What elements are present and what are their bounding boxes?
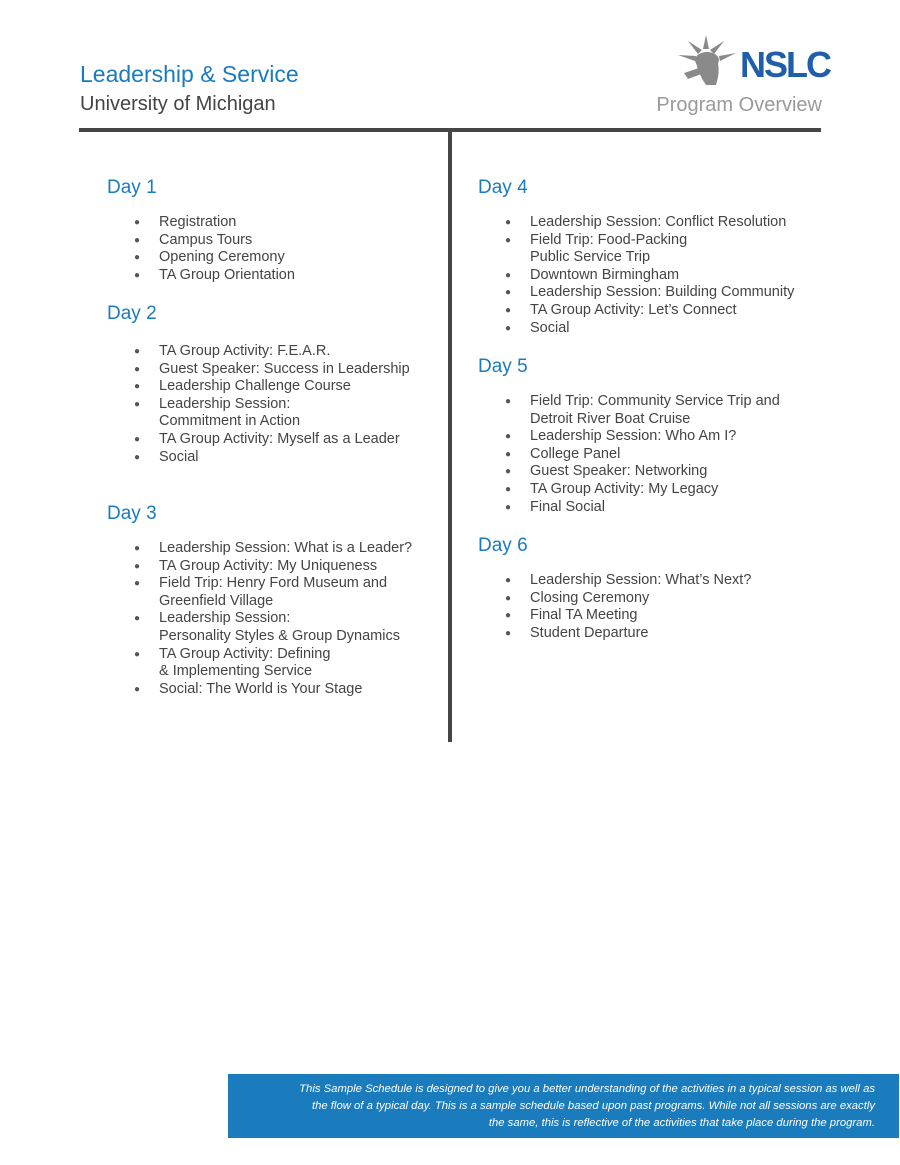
day-3-heading: Day 3 (107, 503, 157, 524)
list-item: ● Leadership Challenge Course (107, 378, 410, 396)
list-item: ● Final Social (478, 499, 780, 517)
logo-text: NSLC (740, 44, 830, 85)
day-2-list (107, 343, 410, 466)
list-item: ● Leadership Session: What is a Leader? (107, 540, 412, 558)
day-3-list (107, 540, 412, 698)
list-item: ● Leadership Session: Personality Styles & Group Dynamics (107, 610, 412, 645)
list-item: ● Field Trip: Community Service Trip and Detroit River Boat Cruise (478, 393, 780, 428)
page-title: Leadership & Service (80, 61, 299, 87)
day-1-list (107, 214, 295, 284)
list-item: ● TA Group Activity: Let’s Connect (478, 302, 794, 320)
list-item: ● College Panel (478, 446, 780, 464)
disclaimer-line: This Sample Schedule is designed to give you a better understanding of the activities in a typical session as well as (299, 1083, 875, 1095)
statue-of-liberty-icon (676, 33, 740, 91)
disclaimer-line: the flow of a typical day. This is a sample schedule based upon past programs. While not all sessions are exactly (311, 1100, 875, 1112)
list-item: ● Leadership Session: What’s Next? (478, 572, 751, 590)
list-item: ● Opening Ceremony (107, 249, 295, 267)
list-item: ● Leadership Session: Building Community (478, 284, 794, 302)
list-item: ● Social: The World is Your Stage (107, 681, 412, 699)
list-item: ● TA Group Activity: Defining & Implementing Service (107, 646, 412, 681)
day-5-heading: Day 5 (478, 356, 528, 377)
day-5-list (478, 393, 780, 516)
column-divider (448, 132, 452, 742)
list-item: ● Leadership Session: Conflict Resolution (478, 214, 794, 232)
list-item: ● TA Group Orientation (107, 267, 295, 285)
day-6-list (478, 572, 751, 642)
day-4-list (478, 214, 794, 337)
list-item: ● Student Departure (478, 625, 751, 643)
list-item: ● TA Group Activity: F.E.A.R. (107, 343, 410, 361)
disclaimer-line: the same, this is reflective of the activities that take place during the program. (488, 1117, 875, 1129)
day-2-heading: Day 2 (107, 303, 157, 324)
day-4-heading: Day 4 (478, 177, 528, 198)
list-item: ● Leadership Session: Who Am I? (478, 428, 780, 446)
day-1-heading: Day 1 (107, 177, 157, 198)
list-item: ● Campus Tours (107, 232, 295, 250)
list-item: ● Guest Speaker: Success in Leadership (107, 361, 410, 379)
list-item: ● Guest Speaker: Networking (478, 463, 780, 481)
list-item: ● Field Trip: Food-Packing Public Service Trip (478, 232, 794, 267)
list-item: ● TA Group Activity: My Uniqueness (107, 558, 412, 576)
disclaimer-text (255, 1081, 875, 1132)
list-item: ● Registration (107, 214, 295, 232)
list-item: ● TA Group Activity: My Legacy (478, 481, 780, 499)
list-item: ● Downtown Birmingham (478, 267, 794, 285)
program-overview-label: Program Overview (656, 94, 822, 116)
list-item: ● TA Group Activity: Myself as a Leader (107, 431, 410, 449)
list-item: ● Final TA Meeting (478, 607, 751, 625)
page-subtitle: University of Michigan (80, 93, 276, 115)
day-6-heading: Day 6 (478, 535, 528, 556)
list-item: ● Closing Ceremony (478, 590, 751, 608)
list-item: ● Social (107, 449, 410, 467)
list-item: ● Leadership Session: Commitment in Action (107, 396, 410, 431)
list-item: ● Field Trip: Henry Ford Museum and Greenfield Village (107, 575, 412, 610)
disclaimer-box (228, 1074, 899, 1138)
list-item: ● Social (478, 320, 794, 338)
nslc-logo (676, 33, 830, 91)
